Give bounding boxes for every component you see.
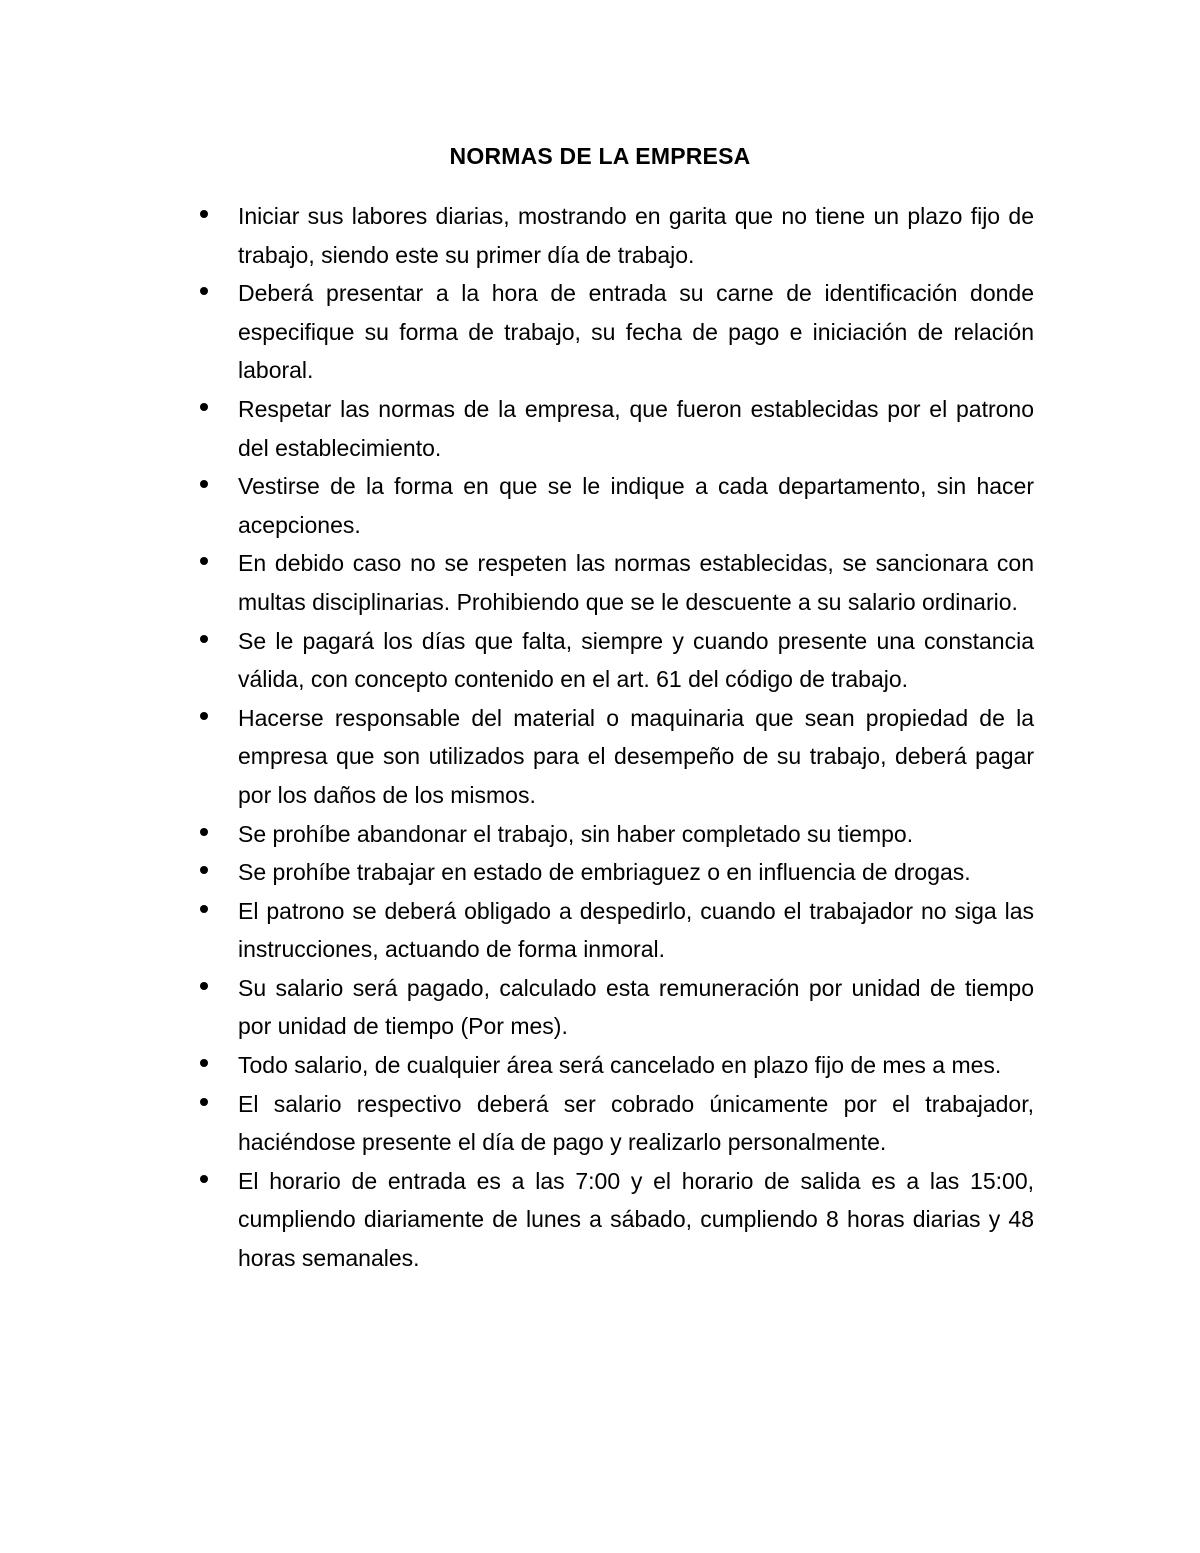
list-item [198, 699, 1034, 815]
rule-text: En debido caso no se respeten las normas establecidas, se sancionara con multas disciplinarias. Prohibiendo que se le descuente a su salario ordinario. [238, 550, 1034, 615]
rule-text: Su salario será pagado, calculado esta remuneración por unidad de tiempo por unidad de tiempo (Por mes). [238, 974, 1034, 1040]
bullet-icon [200, 480, 208, 488]
rules-list [198, 197, 1034, 1278]
list-item [198, 544, 1034, 621]
list-item [198, 1046, 1034, 1085]
rule-text: Iniciar sus labores diarias, mostrando en garita que no tiene un plazo fijo de trabajo, siendo este su primer día de trabajo. [238, 203, 1034, 268]
bullet-icon [200, 287, 208, 295]
bullet-icon [200, 1059, 208, 1067]
rule-text: Respetar las normas de la empresa, que fueron establecidas por el patrono del establecimiento. [238, 395, 1034, 461]
list-item [198, 467, 1034, 544]
bullet-icon [200, 1098, 208, 1106]
rule-text: Deberá presentar a la hora de entrada su carne de identificación donde especifique su forma de trabajo, su fecha de pago e iniciación de relación laboral. [238, 280, 1034, 384]
list-item [198, 892, 1034, 969]
bullet-icon [200, 403, 208, 411]
bullet-icon [200, 210, 208, 218]
rule-text: El patrono se deberá obligado a despedirlo, cuando el trabajador no siga las instrucciones, actuando de forma inmoral. [238, 897, 1034, 963]
list-item [198, 274, 1034, 390]
bullet-icon [200, 828, 208, 836]
bullet-icon [200, 712, 208, 720]
list-item [198, 853, 1034, 892]
list-item [198, 1085, 1034, 1162]
bullet-icon [200, 866, 208, 874]
rule-text: El salario respectivo deberá ser cobrado únicamente por el trabajador, haciéndose presente el día de pago y realizarlo personalmente. [238, 1090, 1034, 1156]
bullet-icon [200, 557, 208, 565]
rule-text: El horario de entrada es a las 7:00 y el horario de salida es a las 15:00, cumpliendo diariamente de lunes a sábado, cumpliendo 8 horas diarias y 48 horas semanales. [238, 1167, 1034, 1272]
bullet-icon [200, 635, 208, 643]
list-item [198, 969, 1034, 1046]
list-item [198, 197, 1034, 274]
rule-text: Se prohíbe abandonar el trabajo, sin haber completado su tiempo. [238, 820, 914, 847]
rule-text: Se prohíbe trabajar en estado de embriaguez o en influencia de drogas. [238, 859, 971, 886]
bullet-icon [200, 1175, 208, 1183]
rule-text: Todo salario, de cualquier área será cancelado en plazo fijo de mes a mes. [238, 1052, 1002, 1079]
list-item [198, 1162, 1034, 1278]
list-item [198, 815, 1034, 854]
rule-text: Vestirse de la forma en que se le indique a cada departamento, sin hacer acepciones. [238, 473, 1034, 538]
rule-text: Hacerse responsable del material o maquinaria que sean propiedad de la empresa que son utilizados para el desempeño de su trabajo, deberá pagar por los daños de los mismos. [238, 704, 1034, 808]
rule-text: Se le pagará los días que falta, siempre y cuando presente una constancia válida, con concepto contenido en el art. 61 del código de trabajo. [238, 627, 1034, 693]
document-title: NORMAS DE LA EMPRESA [449, 143, 751, 169]
bullet-icon [200, 905, 208, 913]
list-item [198, 622, 1034, 699]
list-item [198, 390, 1034, 467]
bullet-icon [200, 982, 208, 990]
